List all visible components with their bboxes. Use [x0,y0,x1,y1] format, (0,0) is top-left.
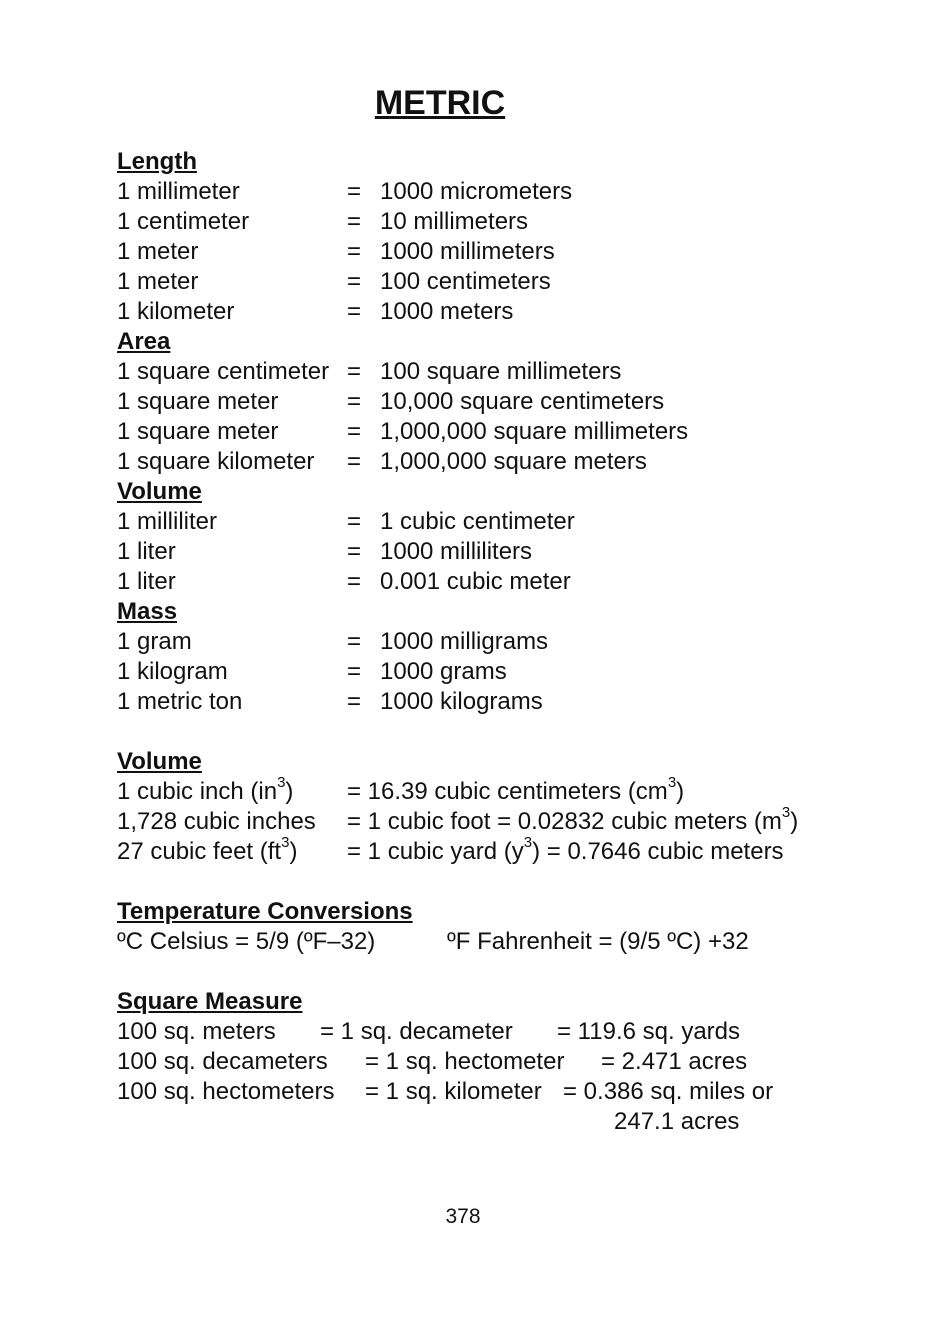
row-right: 10,000 square centimeters [380,388,665,415]
row-right: 0.001 cubic meter [380,568,571,595]
row-left: 1 millimeter [117,178,240,205]
row-left: 100 sq. meters [117,1018,276,1045]
row-equals: = [347,508,362,535]
spacer [117,867,413,897]
row-right-close: ) [790,808,799,835]
table-row [117,1107,740,1137]
conversion-content [117,147,799,1137]
table-row [117,1047,748,1077]
table-row [117,207,529,237]
table-row [117,1077,774,1107]
row-right [347,774,685,807]
spacer [117,717,413,747]
row-equals: = [347,298,362,325]
row-middle: = 1 sq. hectometer [365,1048,565,1075]
table-row [117,537,533,567]
row-equals: = [347,358,362,385]
row-right: 10 millimeters [380,208,529,235]
row-left [117,774,294,807]
fahrenheit-formula: ºF Fahrenheit = (9/5 ºC) +32 [447,928,749,955]
row-right-close: ) = 0.7646 cubic meters [532,838,784,865]
section-heading-volume-cubic: Volume [117,748,202,775]
row-left: 1 square kilometer [117,448,315,475]
page-number: 378 [445,1205,481,1228]
table-row [117,507,575,537]
celsius-formula: ºC Celsius = 5/9 (ºF–32) [117,928,376,955]
row-right-text: = 16.39 cubic centimeters (cm [347,778,668,805]
table-row [117,834,784,867]
section-heading-square-measure: Square Measure [117,988,303,1015]
page-title: METRIC [374,84,506,122]
section-heading-length: Length [117,148,197,175]
row-right: 1,000,000 square meters [380,448,647,475]
table-row [117,774,685,807]
table-row [117,267,551,297]
row-left: 1,728 cubic inches [117,808,316,835]
row-equals: = [347,268,362,295]
row-equals: = [347,538,362,565]
row-left: 1 metric ton [117,688,243,715]
table-row [117,447,647,477]
superscript: 3 [277,774,286,791]
row-equals: = [347,658,362,685]
row-right: 1000 micrometers [380,178,573,205]
spacer [117,957,413,987]
row-left: 1 liter [117,568,176,595]
row-left: 1 milliliter [117,508,218,535]
row-left: 1 centimeter [117,208,250,235]
row-equals: = [347,568,362,595]
row-left-close: ) [289,838,298,865]
row-left-text: 1 cubic inch (in [117,778,278,805]
row-right: = 2.471 acres [601,1048,748,1075]
table-row [117,804,799,837]
row-left: 1 meter [117,268,199,295]
row-right [347,804,799,837]
row-left [117,834,298,867]
table-row [117,567,571,597]
row-right: = 0.386 sq. miles or [563,1078,774,1105]
row-left: 100 sq. hectometers [117,1078,335,1105]
row-right: 1000 kilograms [380,688,543,715]
row-right-close: ) [676,778,685,805]
table-row [117,657,507,687]
row-right: 1000 millimeters [380,238,555,265]
row-right-text: = 1 cubic yard (y [347,838,524,865]
table-row [117,627,549,657]
row-equals: = [347,628,362,655]
row-right: 1,000,000 square millimeters [380,418,689,445]
table-row [117,237,555,267]
table-row [117,687,543,717]
row-right [347,834,784,867]
row-equals: = [347,388,362,415]
row-left: 1 square centimeter [117,358,330,385]
table-row [117,417,689,447]
row-left: 1 kilogram [117,658,228,685]
row-right-text: = 1 cubic foot = 0.02832 cubic meters (m [347,808,782,835]
row-equals: = [347,238,362,265]
row-left: 1 kilometer [117,298,235,325]
row-left-close: ) [285,778,294,805]
superscript: 3 [667,774,677,791]
row-left: 1 square meter [117,388,279,415]
row-right: = 119.6 sq. yards [557,1018,740,1045]
row-continuation: 247.1 acres [614,1108,740,1135]
row-right: 1000 grams [380,658,507,685]
row-left: 1 liter [117,538,176,565]
row-right: 100 centimeters [380,268,551,295]
row-left: 1 gram [117,628,192,655]
row-left-text: 27 cubic feet (ft [117,838,282,865]
row-right: 1000 milligrams [380,628,549,655]
row-middle: = 1 sq. decameter [320,1018,513,1045]
row-equals: = [347,448,362,475]
row-equals: = [347,418,362,445]
table-row [117,297,514,327]
row-left: 1 meter [117,238,199,265]
row-right: 100 square millimeters [380,358,622,385]
table-row [117,177,573,207]
superscript: 3 [781,804,791,821]
row-left: 100 sq. decameters [117,1048,328,1075]
section-heading-temperature: Temperature Conversions [117,898,413,925]
section-heading-volume: Volume [117,478,202,505]
table-row [117,927,749,957]
row-left: 1 square meter [117,418,279,445]
row-middle: = 1 sq. kilometer [365,1078,542,1105]
row-equals: = [347,178,362,205]
row-right: 1000 meters [380,298,514,325]
table-row [117,1017,740,1047]
row-right: 1000 milliliters [380,538,533,565]
superscript: 3 [523,834,533,851]
section-heading-area: Area [117,328,171,355]
row-equals: = [347,208,362,235]
table-row [117,387,665,417]
superscript: 3 [281,834,290,851]
section-heading-mass: Mass [117,598,178,625]
table-row [117,357,622,387]
row-equals: = [347,688,362,715]
row-right: 1 cubic centimeter [380,508,575,535]
